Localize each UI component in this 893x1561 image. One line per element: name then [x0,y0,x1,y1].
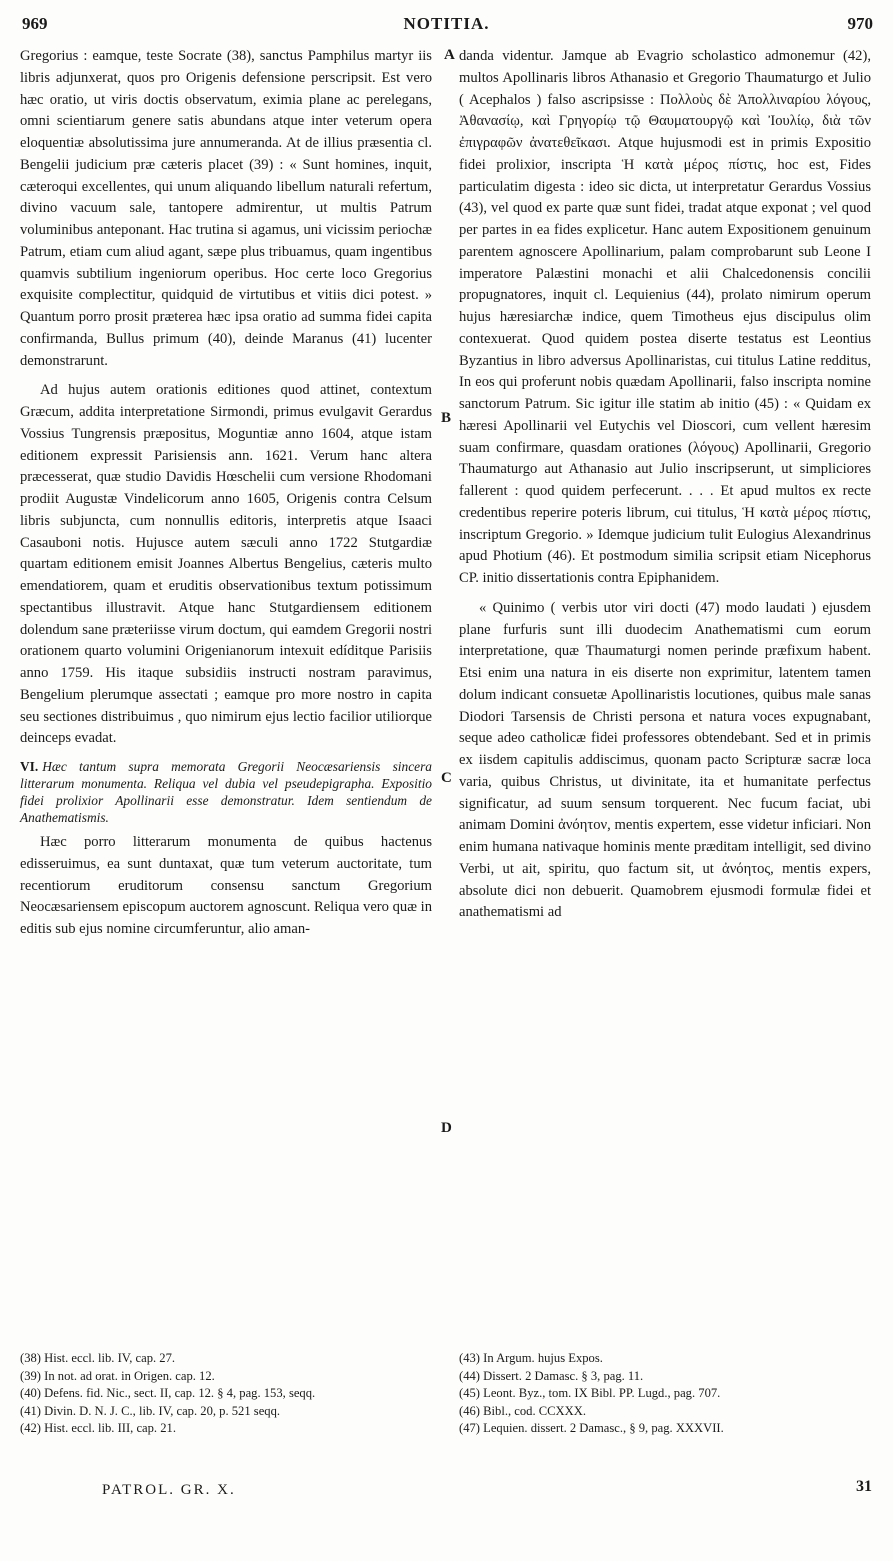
margin-letter-c: C [441,770,452,786]
right-paragraph-1: danda videntur. Jamque ab Evagrio scholastico admonemur (42), multos Apollinaris libros Athanasio et Gregorio Thaumaturgo et Julio ( Acephalos ) falso ascripsisse : Πολλοὺς δὲ Ἀπολλιναρίου λόγους, Ἀθανασίῳ, καὶ Γρηγορίῳ τῷ Θαυματουργῷ καὶ Ἰουλίῳ, διὰ τῶν ἐπιγραφῶν ἀνατεθεῖκασι. Atque hujusmodi est in primis Expositio fidei prolixior, inscripta Ἡ κατὰ μέρος πίστις, hoc est, Fides particulatim digesta : ideo sic dicta, ut interpretatur Gerardus Vossius (43), vel quod ex parte quæ sunt fidei, tradat atque exponat ; vel quod per partes in ea fides explicetur. Hanc autem Expositionem genuinum parentem agnoscere Apollinarium, palam comprobarunt sub Leone I imperatore Palæstini monachi et alii Chalcedonensis concilii propugnatores, inquit cl. Lequienius (44), prolato nimirum operum hujus hæresiarchæ indice, quem Timotheus ejus discipulus olim contexuerat. Quod quidem postea diserte testatus est Leontius Byzantius in libro adversus Apollinaristas, cui titulus Latine redditus, In eos qui proferunt nobis quædam Apollinarii, falso inscripta nomine sanctorum Patrum. Sic igitur ille statim ab initio (45) : « Quidam ex hæresi Apollinarii vel Eutychis vel Dioscori, cum vellent hæresim suam confirmare, quasdam orationes (λόγους) Apollinarii, Gregorio Thaumaturgo aut Athanasio aut Julio inscripserunt, ut simpliciores fallerent : quod quidem perfecerunt. . . . Et apud multos ex recte credentibus reperire poteris librum, cui titulus, Ἡ κατὰ μέρος πίστις, inscriptum Gregorio. » Idemque judicium tulit Eulogius Alexandrinus apud Photium (46). Et postmodum similia scripsit etiam Nicephorus CP. initio dissertationis contra Epiphanidem. [459,48,871,586]
printer-signature: PATROL. GR. X. [102,1482,236,1498]
footnote: (39) In not. ad orat. in Origen. cap. 12. [20,1368,215,1383]
margin-letter-d: D [441,1120,452,1136]
footnote: (45) Leont. Byz., tom. IX Bibl. PP. Lugd., pag. 707. [459,1386,721,1400]
footnote: (44) Dissert. 2 Damasc. § 3, pag. 11. [459,1368,644,1383]
margin-letter-a: A [444,47,455,63]
section-summary: Hæc tantum supra memorata Gregorii Neocæsariensis sincera litterarum monumenta. Reliqua vel dubia vel pseudepigrapha. Expositio fidei prolixior Apollinarii esse demonstratur. Idem sentiendum de Anathematismis. [20,759,432,825]
left-paragraph-2: Ad hujus autem orationis editiones quod attinet, contextum Græcum, addita interpretatione Sirmondi, primus evulgavit Gerardus Vossius Tungrensis præpositus, Moguntiæ anno 1604, atque istam editionem expressit Parisiensis ann. 1621. Verum hanc altera præcesserat, quæ studio Davidis Hœschelii cum versione Rhodomani prodiit Augustæ Vindelicorum anno 1605, Origenis contra Celsum libris subjuncta, cum nonnullis editoris, interpretis atque Isaaci Casauboni notis. Hujusce autem sæculi anno 1722 Stutgardiæ quartam editionem emisit Joannes Albertus Bengelius, cæteris multo emendatiorem, quam et eruditis observationibus textum potissimum spectantibus illustravit. Atque hanc Stutgardiensem editionem dolendum sane præteriisse virum doctum, qui eamdem Gregorii nostri orationem quarto volumini Origenianorum intexuit edíditque Parisiis anno 1759. His itaque subsidiis instructi nostram paravimus, Bengelium plerumque assectati ; eamque pro more nostro in capita seu sectiones distribuimus , quo nimirum ejus lectio facilior utiliorque deinceps evadat. [20,382,432,747]
right-column [459,46,871,924]
right-paragraph-2: « Quinimo ( verbis utor viri docti (47) modo laudati ) ejusdem plane furfuris sunt illi duodecim Anathematismi cum eorum interpretatione, quæ Thaumaturgi nomen perinde præfixum habent. Etsi enim una natura in eis diserte non exprimitur, latentem tamen dolum indicant consuetæ Apollinaristis locutiones, quibus male sanas Diodori Tarsensis de Christi persona et natura voces expugnabant, seque adeo catholicæ fidei professores obtendebant. Sed et in primis ex iisdem capitulis addiscimus, quonam pacto Scripturæ sacræ loca varia, quibus Christus, ut divinitate, ita et humanitate perfectus significatur, ad suum sensum torquerent. Nec fucum faciat, ubi animam Domini ἀνόητον, mentis expertem, esse videtur inficiari. Non enim humana nativaque hominis mente præditam intelligit, sed divino Verbi, ut ait, spiritu, quo factum sit, ut ἀνόητος, mentis expers, absolute dici non debuerit. Quamobrem ejusmodi formulæ fidei et anathematismi ad [459,599,871,921]
footnotes-left [20,1350,432,1438]
left-paragraph-1: Gregorius : eamque, teste Socrate (38), sanctus Pamphilus martyr iis libris adjunxerat, quos pro Origenis defensione perscripsit. Est vero hæc oratio, ut viris doctis observatum, eximia plane ac perelegans, omni scientiarum genere satis abundans atque inter veterum opera eloquentiæ absolutissima jure annumeranda. At de illius præsentia cl. Bengelii judicium præ cæteris placet (39) : « Sunt homines, inquit, cæteroqui excellentes, qui unum aliquando libellum naturali refertum, divino vacuum sale, tantopere admirentur, ut multis Patrum voluminibus anteponant. Hac trutina si agamus, uni vicissim periochæ Patrum, etiam cum aliud agant, sæpe plus tribuamus, quam ingentibus quamvis subtilium ingeniorum operibus. Hoc certe loco Gregorius exquisite complectitur, quidquid de virtutibus et vitiis dici potest. » Quantum porro prosit præterea hæc ipsa oratio ad summa fidei capita confirmanda, Bullus primum (40), deinde Maranus (41) lucenter demonstrarunt. [20,48,432,369]
footnote: (47) Lequien. dissert. 2 Damasc., § 9, pag. XXXVII. [459,1421,724,1435]
running-title: NOTITIA. [403,14,490,33]
left-column [20,46,432,941]
section-heading [20,758,432,826]
margin-letter-b: B [441,410,452,426]
footnote: (40) Defens. fid. Nic., sect. II, cap. 12. § 4, pag. 153, seqq. [20,1386,316,1400]
page-number-right: 970 [847,14,873,33]
footnote: (43) In Argum. hujus Expos. [459,1351,603,1365]
sheet-number: 31 [856,1478,872,1495]
page-number-left: 969 [22,14,48,33]
footnotes-right [459,1350,871,1438]
left-paragraph-3: Hæc porro litterarum monumenta de quibus hactenus edisseruimus, ea sunt duntaxat, quæ tum veterum auctoritate, tum recentiorum eruditorum consensu sanctum Gregorium Neocæsariensem episcopum auctorem agnoscunt. Reliqua vero quæ in editis sub ejus nomine circumferuntur, alio aman- [20,834,432,937]
section-number: VI. [20,759,39,774]
footnote: (46) Bibl., cod. CCXXX. [459,1403,586,1418]
footnote: (42) Hist. eccl. lib. III, cap. 21. [20,1421,176,1435]
footnote: (38) Hist. eccl. lib. IV, cap. 27. [20,1351,176,1365]
footnote: (41) Divin. D. N. J. C., lib. IV, cap. 20, p. 521 seqq. [20,1403,281,1418]
